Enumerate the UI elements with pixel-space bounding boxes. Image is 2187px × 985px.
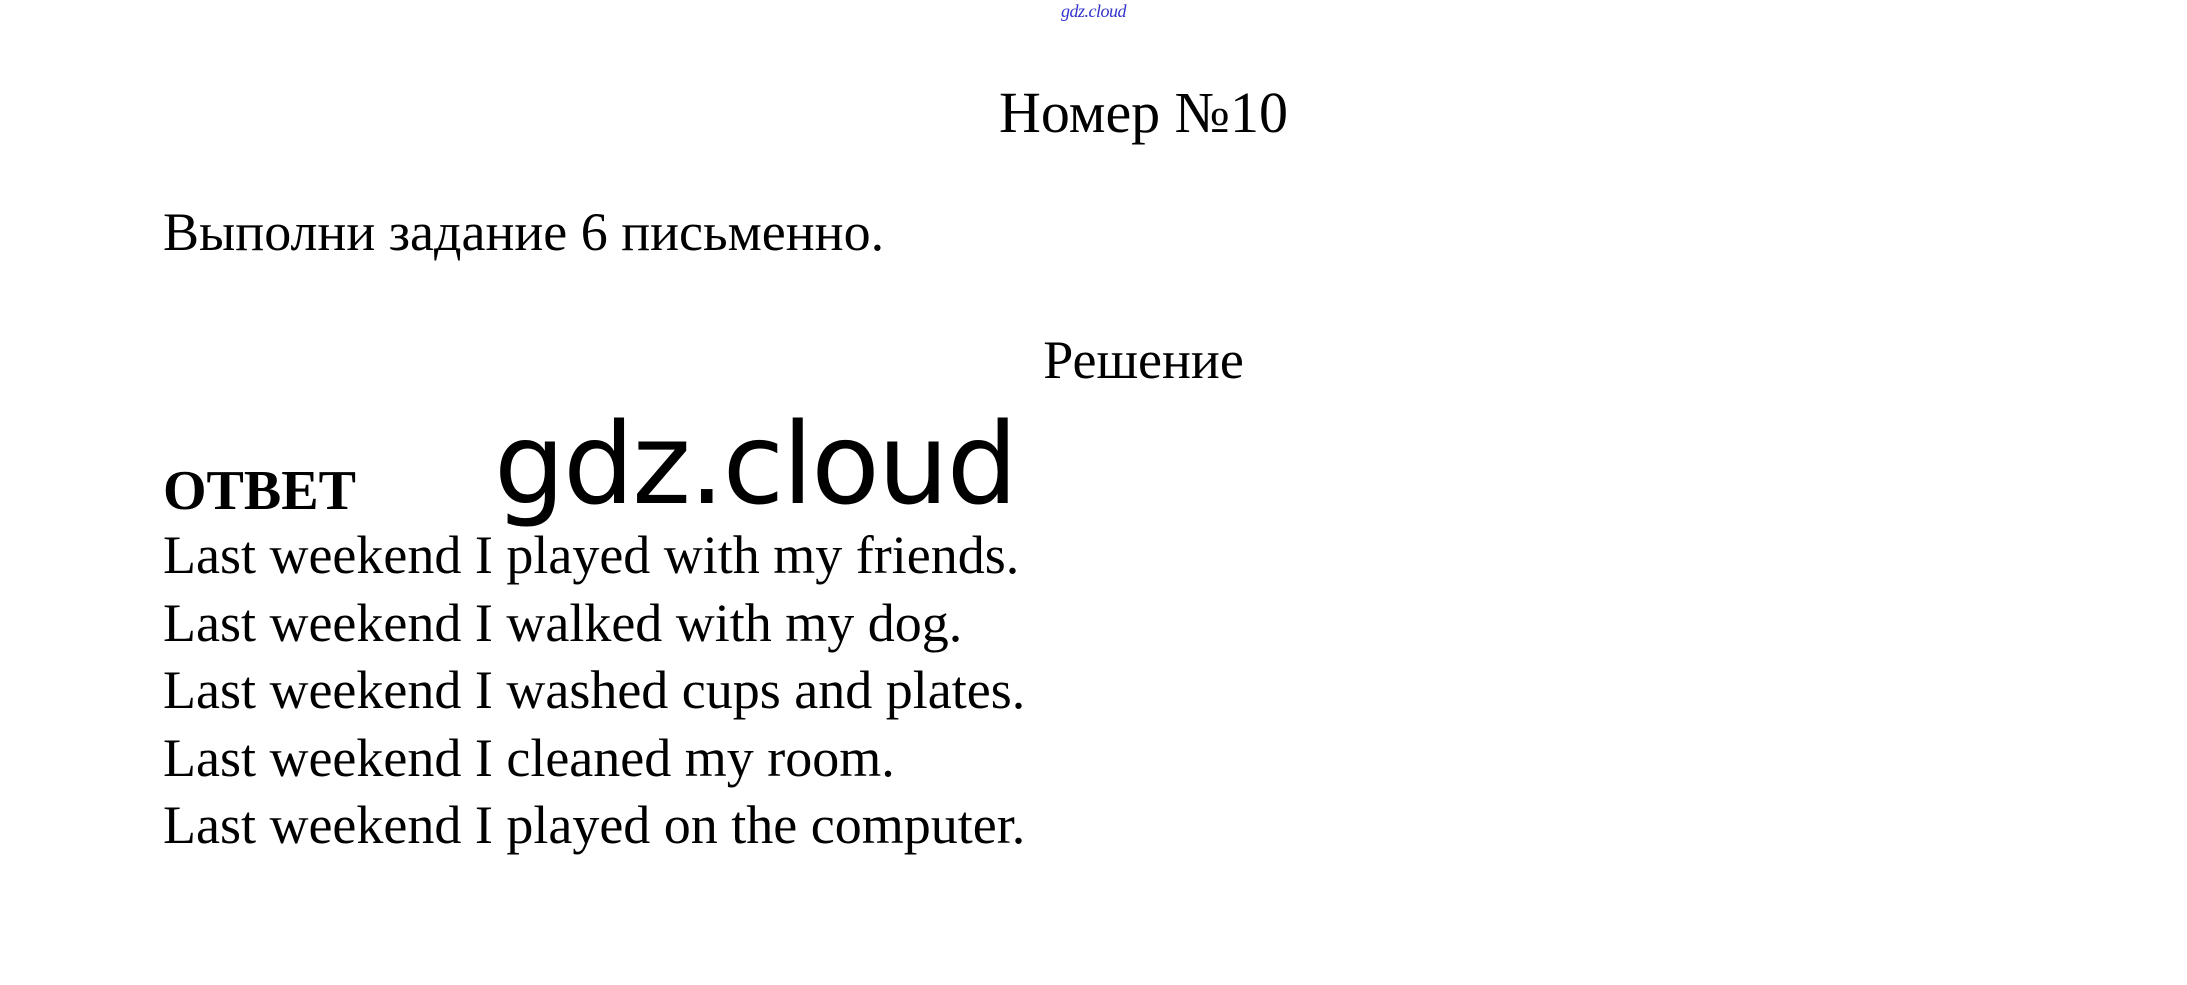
answer-label: ОТВЕТ (163, 460, 356, 522)
site-link[interactable]: gdz.cloud (1061, 1, 1126, 21)
watermark-logo: gdz.cloud (494, 400, 1016, 530)
answer-line: Last weekend I played on the computer. (163, 795, 1026, 855)
answer-list (163, 522, 1025, 860)
answer-line: Last weekend I walked with my dog. (163, 592, 963, 653)
page-title: Номер №10 (998, 80, 1289, 145)
solution-heading: Решение (1043, 330, 1244, 390)
task-text: Выполни задание 6 письменно. (163, 202, 885, 262)
answer-line: Last weekend I cleaned my room. (163, 727, 895, 788)
answer-line: Last weekend I washed cups and plates. (163, 660, 1026, 720)
answer-line: Last weekend I played with my friends. (163, 525, 1020, 585)
